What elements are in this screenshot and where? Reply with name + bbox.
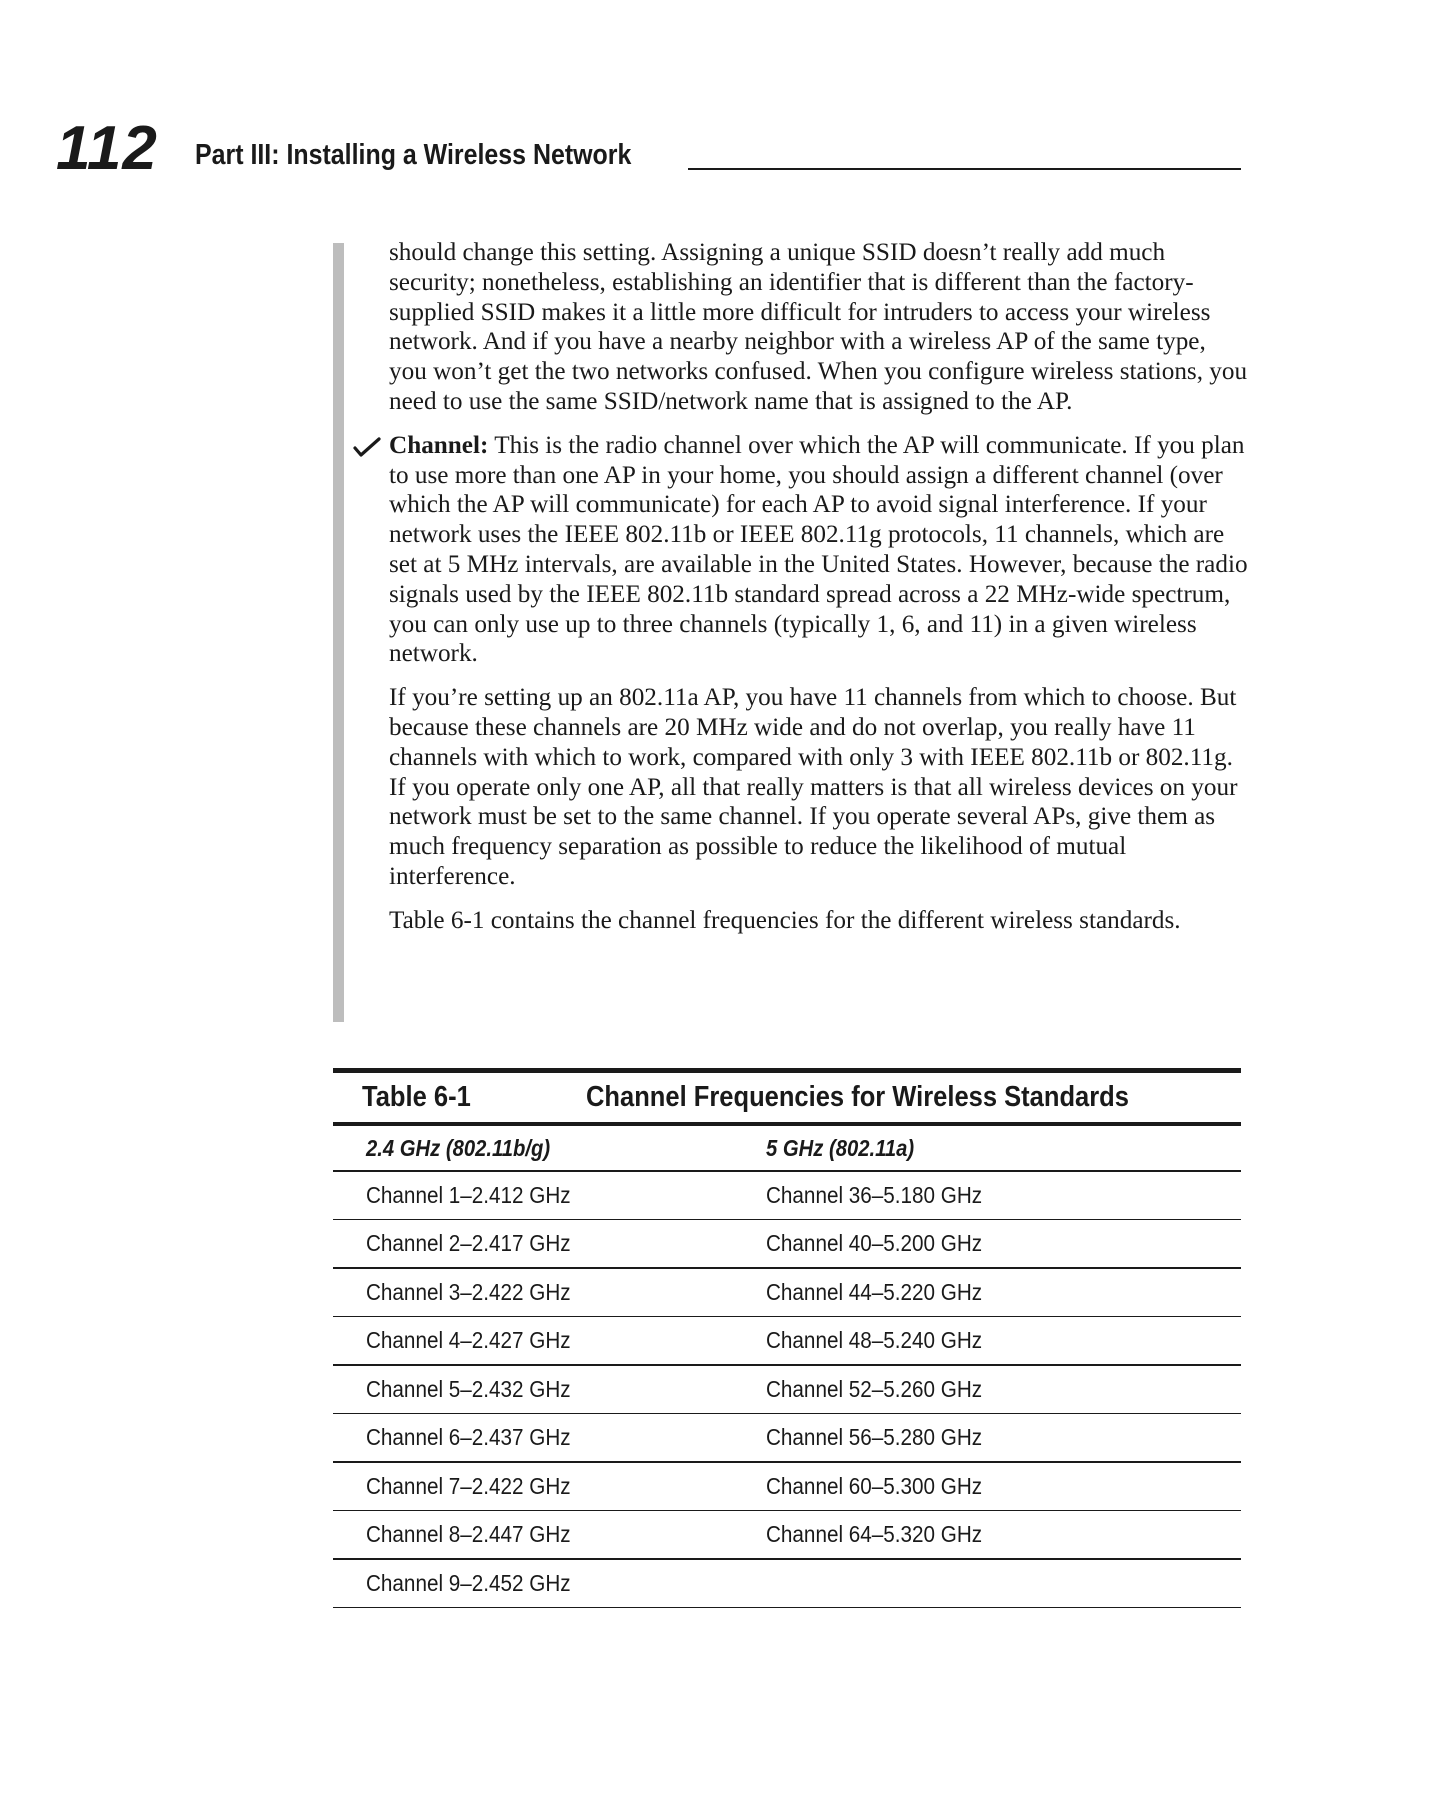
table-row — [333, 1511, 1241, 1558]
table-row — [333, 1172, 1241, 1219]
check-icon — [353, 435, 381, 459]
table-bottom-rule — [333, 1607, 1241, 1609]
table-row — [333, 1317, 1241, 1364]
table-cell: Channel 48–5.240 GHz — [766, 1327, 983, 1353]
table-cell: Channel 9–2.452 GHz — [366, 1569, 571, 1596]
table-cell: Channel 60–5.300 GHz — [766, 1472, 983, 1499]
table-caption: Channel Frequencies for Wireless Standards — [586, 1081, 1129, 1113]
table-title-row — [333, 1073, 1241, 1122]
table-cell: Channel 56–5.280 GHz — [766, 1424, 983, 1450]
table-cell: Channel 3–2.422 GHz — [366, 1278, 571, 1305]
table-cell: Channel 52–5.260 GHz — [766, 1375, 983, 1402]
channel-bullet — [389, 431, 1249, 669]
channel-frequency-table — [333, 1068, 1241, 1608]
table-label: Table 6-1 — [362, 1081, 471, 1113]
table-cell: Channel 4–2.427 GHz — [366, 1327, 571, 1353]
table-cell: Channel 6–2.437 GHz — [366, 1424, 571, 1450]
table-cell: Channel 2–2.417 GHz — [366, 1230, 571, 1256]
ssid-continuation-paragraph: should change this setting. Assigning a unique SSID doesn’t really add much security; nonetheless, establishing an identifier that is different than the factory-supplied SSID makes it a little more difficult for intruders to access your wireless network. And if you have a nearby neighbor with a wireless AP of the same type, you won’t get the two networks confused. When you configure wireless stations, you need to use the same SSID/network name that is assigned to the AP. — [389, 239, 1248, 415]
table-row — [333, 1220, 1241, 1267]
table-cell: Channel 44–5.220 GHz — [766, 1278, 983, 1305]
table-cell: Channel 8–2.447 GHz — [366, 1521, 571, 1547]
table-row — [333, 1560, 1241, 1607]
margin-bar — [333, 243, 344, 1022]
table-cell: Channel 5–2.432 GHz — [366, 1375, 571, 1402]
table-row — [333, 1414, 1241, 1461]
table-row — [333, 1269, 1241, 1316]
running-title: Part III: Installing a Wireless Network — [195, 139, 632, 171]
page-number: 112 — [56, 114, 158, 183]
body-text — [389, 238, 1249, 950]
channel-term: Channel: — [389, 431, 489, 459]
table-reference-paragraph: Table 6-1 contains the channel frequencies for the different wireless standards. — [389, 906, 1181, 934]
running-head-rule — [688, 168, 1241, 170]
channel-80211a-paragraph: If you’re setting up an 802.11a AP, you have 11 channels from which to choose. But because these channels are 20 MHz wide and do not overlap, you really have 11 channels with which to work, compared with only 3 with IEEE 802.11b or 802.11g. If you operate only one AP, all that really matters is that all wireless devices on your network must be set to the same channel. If you operate several APs, give them as much frequency separation as possible to reduce the likelihood of mutual interference. — [389, 684, 1238, 890]
column-header: 5 GHz (802.11a) — [766, 1134, 915, 1161]
column-header: 2.4 GHz (802.11b/g) — [366, 1134, 551, 1161]
table-row — [333, 1463, 1241, 1510]
table-column-headers — [333, 1126, 1241, 1170]
table-cell: Channel 36–5.180 GHz — [766, 1181, 983, 1208]
channel-text: This is the radio channel over which the AP will communicate. If you plan to use more than one AP in your home, you should assign a different channel (over which the AP will communicate) for each AP to avoid signal interference. If your network uses the IEEE 802.11b or IEEE 802.11g protocols, 11 channels, which are set at 5 MHz intervals, are available in the United States. However, because the radio signals used by the IEEE 802.11b standard spread across a 22 MHz-wide spectrum, you can only use up to three channels (typically 1, 6, and 11) in a given wireless network. — [389, 431, 1248, 668]
table-cell: Channel 1–2.412 GHz — [366, 1181, 571, 1208]
table-row — [333, 1366, 1241, 1413]
table-cell: Channel 40–5.200 GHz — [766, 1230, 983, 1256]
table-cell: Channel 7–2.422 GHz — [366, 1472, 571, 1499]
table-cell: Channel 64–5.320 GHz — [766, 1521, 983, 1547]
running-head — [195, 141, 1241, 170]
